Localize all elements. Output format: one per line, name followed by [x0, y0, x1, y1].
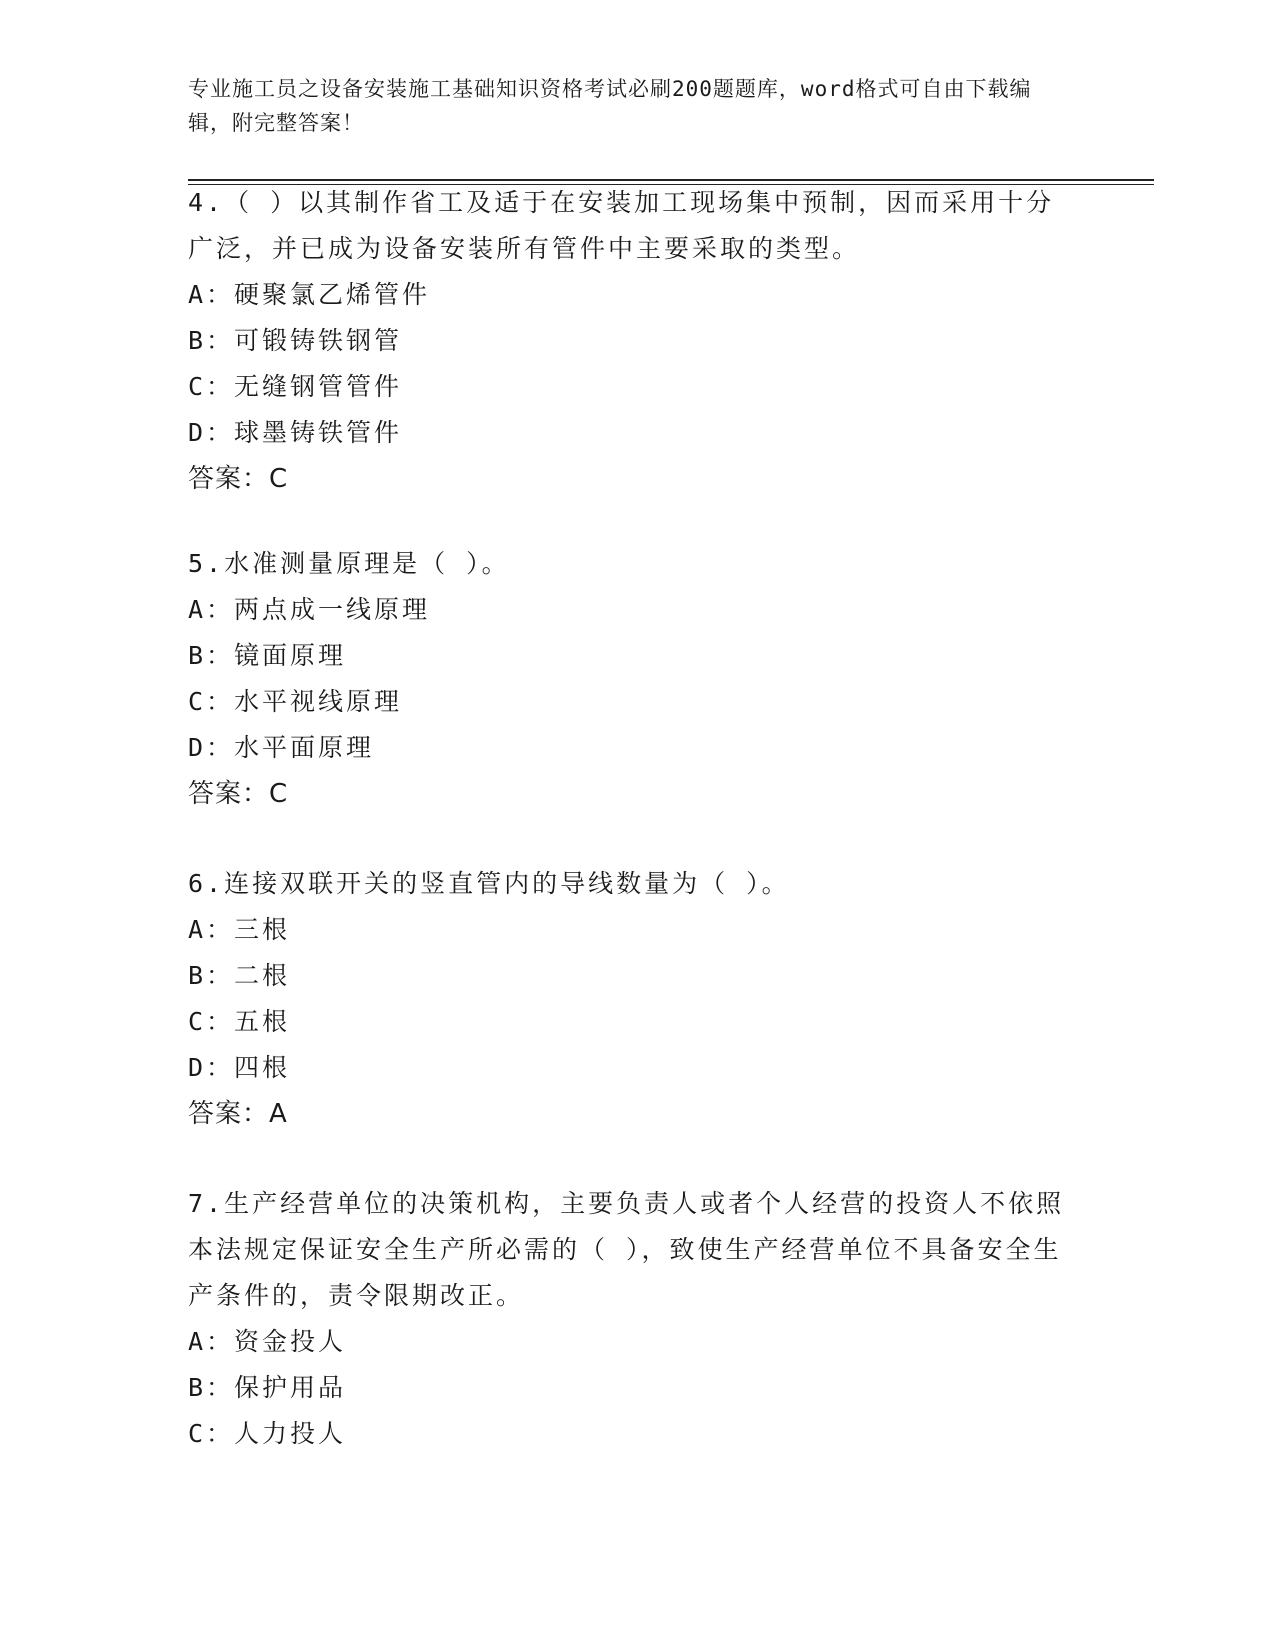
question-7	[188, 1181, 1078, 1457]
option-c: C：无缝钢管管件	[188, 372, 403, 401]
question-5	[188, 541, 1078, 817]
option-c: C：人力投人	[188, 1419, 347, 1448]
document-header: 专业施工员之设备安装施工基础知识资格考试必刷200题题库，word格式可自由下载编辑，附完整答案！	[188, 77, 1032, 135]
question-6	[188, 861, 1078, 1137]
question-stem: 5.水准测量原理是（ ）。	[188, 549, 510, 578]
option-b: B：二根	[188, 961, 291, 990]
option-a: A：硬聚氯乙烯管件	[188, 280, 431, 309]
option-a: A：三根	[188, 915, 291, 944]
option-a: A：资金投人	[188, 1327, 347, 1356]
option-a: A：两点成一线原理	[188, 595, 431, 624]
question-stem: 7.生产经营单位的决策机构，主要负责人或者个人经营的投资人不依照本法规定保证安全生产所必需的（ ），致使生产经营单位不具备安全生产条件的，责令限期改正。	[188, 1189, 1065, 1310]
option-d: D：四根	[188, 1053, 291, 1082]
option-c: C：水平视线原理	[188, 687, 403, 716]
answer: 答案：C	[188, 779, 289, 809]
option-b: B：可锻铸铁钢管	[188, 326, 403, 355]
question-stem: 4.（ ）以其制作省工及适于在安装加工现场集中预制，因而采用十分广泛，并已成为设备安装所有管件中主要采取的类型。	[188, 188, 1055, 263]
option-b: B：镜面原理	[188, 641, 347, 670]
option-d: D：球墨铸铁管件	[188, 418, 403, 447]
answer: 答案：C	[188, 464, 289, 494]
question-stem: 6.连接双联开关的竖直管内的导线数量为（ ）。	[188, 869, 790, 898]
question-4	[188, 180, 1078, 502]
option-c: C：五根	[188, 1007, 291, 1036]
option-b: B：保护用品	[188, 1373, 347, 1402]
answer: 答案：A	[188, 1099, 288, 1129]
option-d: D：水平面原理	[188, 733, 375, 762]
